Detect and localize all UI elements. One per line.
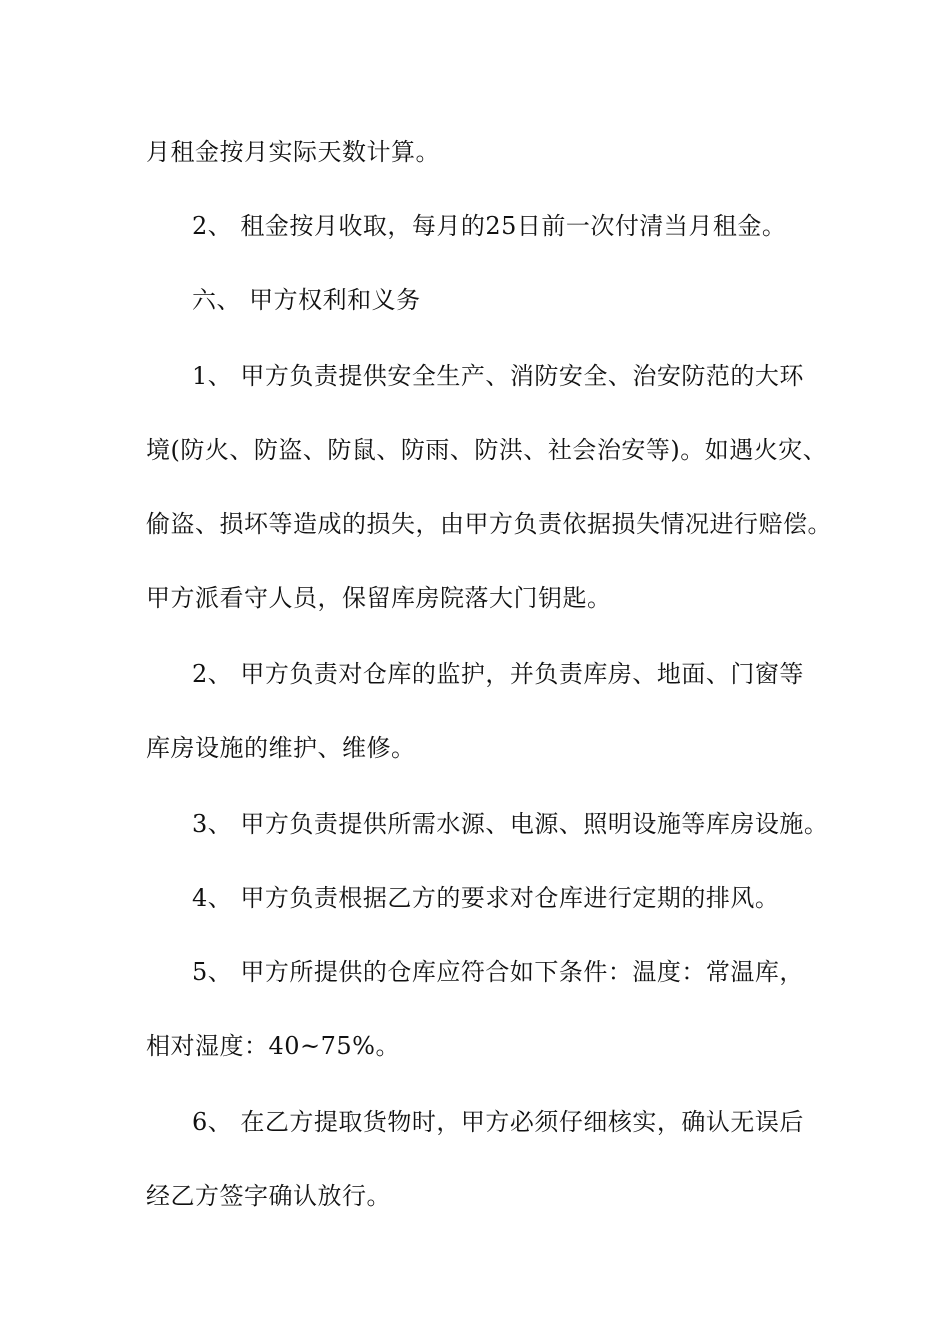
text-line: 经乙方签字确认放行。 — [146, 1182, 391, 1210]
text-line: 2、 甲方负责对仓库的监护，并负责库房、地面、门窗等 — [192, 660, 804, 688]
text-line: 2、 租金按月收取，每月的25日前一次付清当月租金。 — [192, 212, 787, 240]
text-line: 月租金按月实际天数计算。 — [146, 138, 440, 166]
text-line: 相对湿度：40~75%。 — [146, 1032, 400, 1060]
text-line: 境(防火、防盗、防鼠、防雨、防洪、社会治安等)。如遇火灾、 — [146, 436, 828, 464]
text-line: 库房设施的维护、维修。 — [146, 734, 416, 762]
text-line: 4、 甲方负责根据乙方的要求对仓库进行定期的排风。 — [192, 884, 780, 912]
text-line: 1、 甲方负责提供安全生产、消防安全、治安防范的大环 — [192, 362, 804, 390]
text-line: 甲方派看守人员，保留库房院落大门钥匙。 — [146, 584, 612, 612]
text-line: 偷盗、损坏等造成的损失，由甲方负责依据损失情况进行赔偿。 — [146, 510, 832, 538]
text-line: 6、 在乙方提取货物时，甲方必须仔细核实，确认无误后 — [192, 1108, 804, 1136]
section-heading: 六、 甲方权利和义务 — [192, 286, 421, 314]
text-line: 3、 甲方负责提供所需水源、电源、照明设施等库房设施。 — [192, 810, 829, 838]
text-line: 5、 甲方所提供的仓库应符合如下条件：温度：常温库， — [192, 958, 804, 986]
